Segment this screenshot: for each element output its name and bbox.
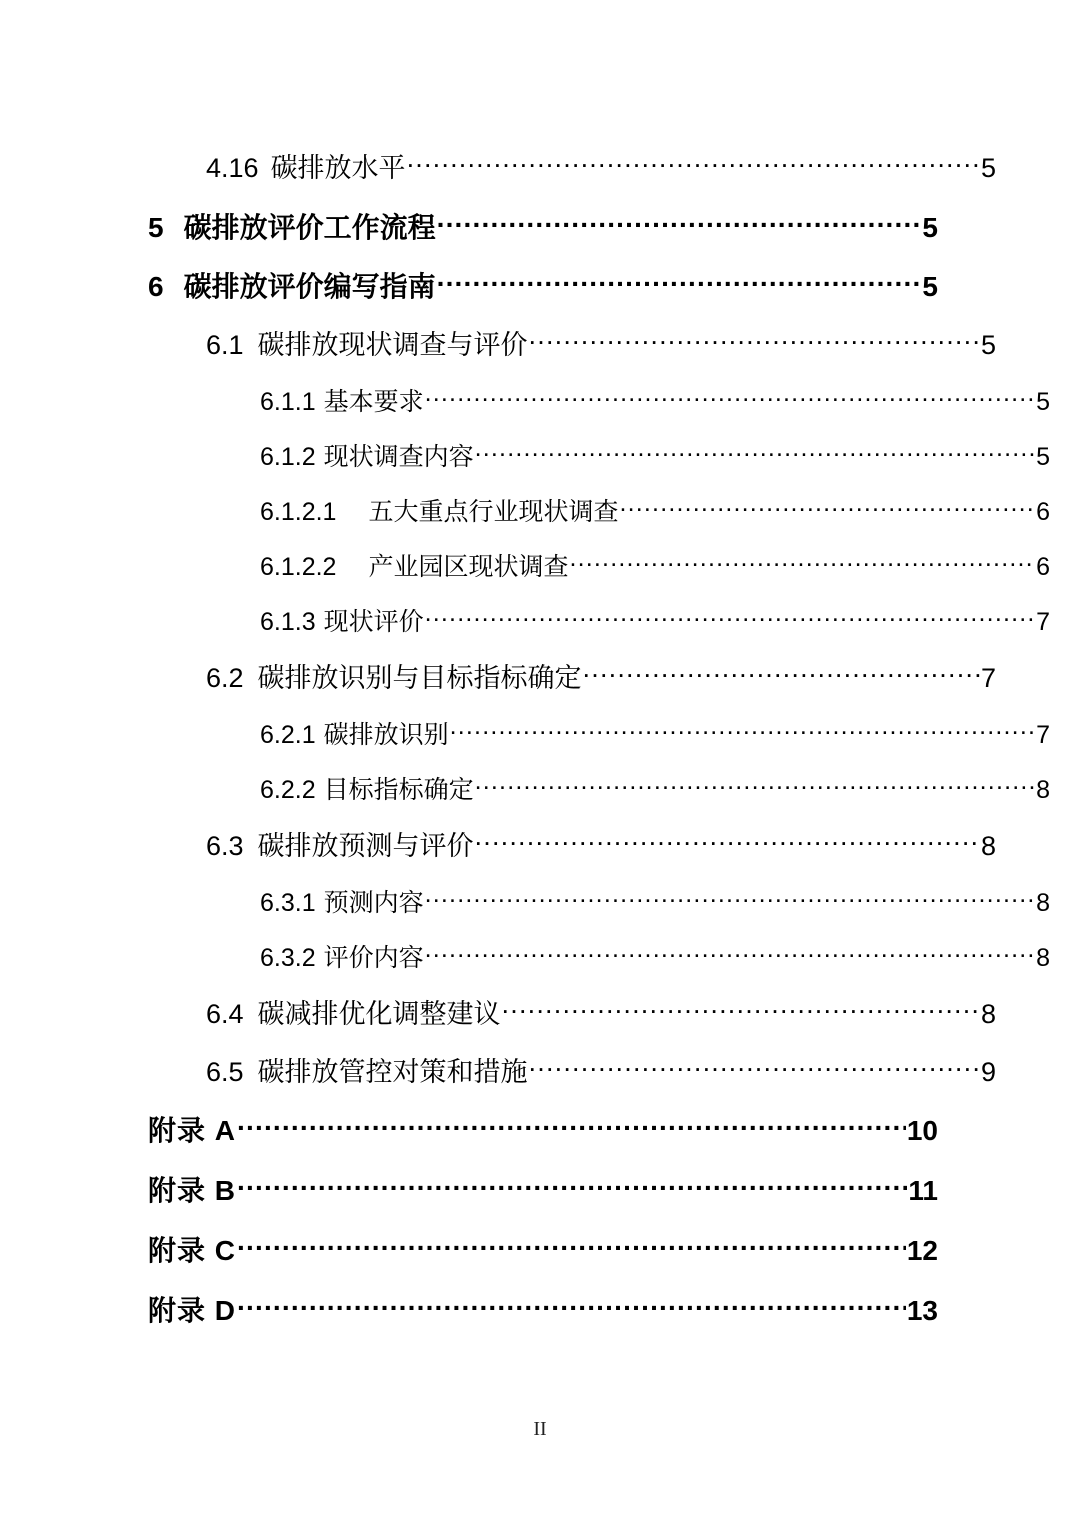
toc-leader-dots — [450, 718, 1035, 743]
toc-entry-number: 6.3.1 — [260, 889, 316, 917]
toc-entry-page-number: 8 — [1036, 776, 1050, 804]
toc-entry[interactable] — [148, 440, 1050, 470]
toc-entry-title: 附录 D — [148, 1295, 237, 1326]
toc-entry[interactable] — [148, 605, 1050, 635]
toc-leader-dots — [437, 209, 922, 237]
toc-entry-page-number: 7 — [980, 663, 996, 693]
toc-leader-dots — [475, 828, 980, 855]
toc-entry-page-number: 6 — [1036, 498, 1050, 526]
toc-leader-dots — [475, 773, 1035, 798]
toc-entry-page-number: 8 — [1036, 889, 1050, 917]
toc-entry[interactable] — [148, 495, 1050, 525]
toc-entry[interactable] — [148, 1054, 996, 1086]
toc-leader-dots — [583, 660, 980, 687]
toc-leader-dots — [407, 150, 980, 177]
toc-entry-number: 6.2 — [206, 663, 244, 693]
toc-entry-title: 目标指标确定 — [323, 776, 474, 804]
toc-entry-number: 6.2.1 — [260, 721, 316, 749]
toc-entry-page-number: 5 — [922, 271, 938, 302]
toc-entry-title: 碳减排优化调整建议 — [257, 999, 501, 1029]
toc-entry-title: 五大重点行业现状调查 — [368, 498, 619, 526]
toc-leader-dots — [237, 1232, 906, 1260]
toc-entry[interactable] — [148, 268, 938, 301]
toc-leader-dots — [502, 996, 980, 1023]
toc-entry[interactable] — [148, 718, 1050, 748]
toc-entry-number: 6.3.2 — [260, 944, 316, 972]
toc-leader-dots — [425, 886, 1035, 911]
toc-entry-title: 碳排放评价编写指南 — [183, 271, 436, 302]
toc-entry[interactable] — [148, 773, 1050, 803]
toc-entry-number: 6.5 — [206, 1057, 244, 1087]
toc-entry[interactable] — [148, 1172, 938, 1205]
toc-entry-page-number: 6 — [1036, 553, 1050, 581]
toc-leader-dots — [569, 550, 1035, 575]
toc-leader-dots — [475, 440, 1035, 465]
toc-entry[interactable] — [148, 1292, 938, 1325]
toc-entry[interactable] — [148, 150, 996, 182]
toc-entry-title: 评价内容 — [323, 944, 424, 972]
toc-entry-number: 6 — [148, 271, 164, 302]
toc-entry[interactable] — [148, 660, 996, 692]
toc-entry[interactable] — [148, 996, 996, 1028]
toc-leader-dots — [529, 1054, 980, 1081]
toc-entry-number: 6.1.2 — [260, 443, 316, 471]
toc-entry[interactable] — [148, 1112, 938, 1145]
toc-entry[interactable] — [148, 886, 1050, 916]
toc-entry-number: 6.1.2.2 — [260, 553, 337, 581]
toc-entry-number: 6.3 — [206, 831, 244, 861]
toc-entry-page-number: 12 — [906, 1235, 938, 1266]
toc-entry-title: 碳排放现状调查与评价 — [257, 330, 528, 360]
toc-entry[interactable] — [148, 209, 938, 242]
toc-entry-page-number: 8 — [980, 999, 996, 1029]
toc-entry-title: 碳排放管控对策和措施 — [257, 1057, 528, 1087]
toc-entry-title: 基本要求 — [323, 388, 424, 416]
toc-leader-dots — [437, 268, 922, 296]
toc-entry-title: 附录 A — [148, 1115, 237, 1146]
toc-entry-number: 6.1 — [206, 330, 244, 360]
toc-entry-number: 4.16 — [206, 153, 259, 183]
toc-entry-page-number: 9 — [980, 1057, 996, 1087]
toc-entry[interactable] — [148, 828, 996, 860]
toc-entry-page-number: 5 — [980, 330, 996, 360]
toc-entry-page-number: 5 — [922, 212, 938, 243]
toc-entry-page-number: 7 — [1036, 721, 1050, 749]
toc-leader-dots — [237, 1112, 906, 1140]
toc-entry-title: 现状调查内容 — [323, 443, 474, 471]
toc-entry-title: 预测内容 — [323, 889, 424, 917]
toc-entry[interactable] — [148, 385, 1050, 415]
toc-entry-number: 5 — [148, 212, 164, 243]
toc-entry-page-number: 11 — [908, 1175, 938, 1206]
toc-entry-title: 碳排放预测与评价 — [257, 831, 474, 861]
toc-entry[interactable] — [148, 550, 1050, 580]
toc-leader-dots — [529, 327, 980, 354]
toc-leader-dots — [237, 1292, 906, 1320]
toc-entry-page-number: 5 — [980, 153, 996, 183]
toc-leader-dots — [425, 941, 1035, 966]
page-number: II — [533, 1418, 547, 1440]
toc-entry-page-number: 8 — [1036, 944, 1050, 972]
toc-leader-dots — [425, 385, 1035, 410]
toc-entry-page-number: 10 — [906, 1115, 938, 1146]
toc-entry-title: 附录 C — [148, 1235, 237, 1266]
toc-entry-number: 6.4 — [206, 999, 244, 1029]
toc-entry-page-number: 7 — [1036, 608, 1050, 636]
toc-entry-page-number: 13 — [906, 1295, 938, 1326]
toc-entry-page-number: 5 — [1036, 388, 1050, 416]
toc-entry-title: 碳排放评价工作流程 — [183, 212, 436, 243]
toc-entry[interactable] — [148, 327, 996, 359]
toc-entry-number: 6.1.2.1 — [260, 498, 337, 526]
toc-entry-title: 现状评价 — [323, 608, 424, 636]
toc-leader-dots — [237, 1172, 907, 1200]
toc-entry[interactable] — [148, 941, 1050, 971]
toc-entry-number: 6.2.2 — [260, 776, 316, 804]
toc-entry-title: 附录 B — [148, 1175, 237, 1206]
toc-entry-title: 碳排放识别 — [323, 721, 449, 749]
toc-entry-page-number: 8 — [980, 831, 996, 861]
toc-entry-number: 6.1.3 — [260, 608, 316, 636]
toc-entry-title: 碳排放水平 — [270, 153, 406, 183]
toc-entry-title: 碳排放识别与目标指标确定 — [257, 663, 582, 693]
toc-entry-number: 6.1.1 — [260, 388, 316, 416]
toc-entry[interactable] — [148, 1232, 938, 1265]
table-of-contents — [148, 150, 1050, 1352]
toc-leader-dots — [425, 605, 1035, 630]
toc-entry-title: 产业园区现状调查 — [368, 553, 569, 581]
toc-entry-page-number: 5 — [1036, 443, 1050, 471]
toc-leader-dots — [619, 495, 1035, 520]
